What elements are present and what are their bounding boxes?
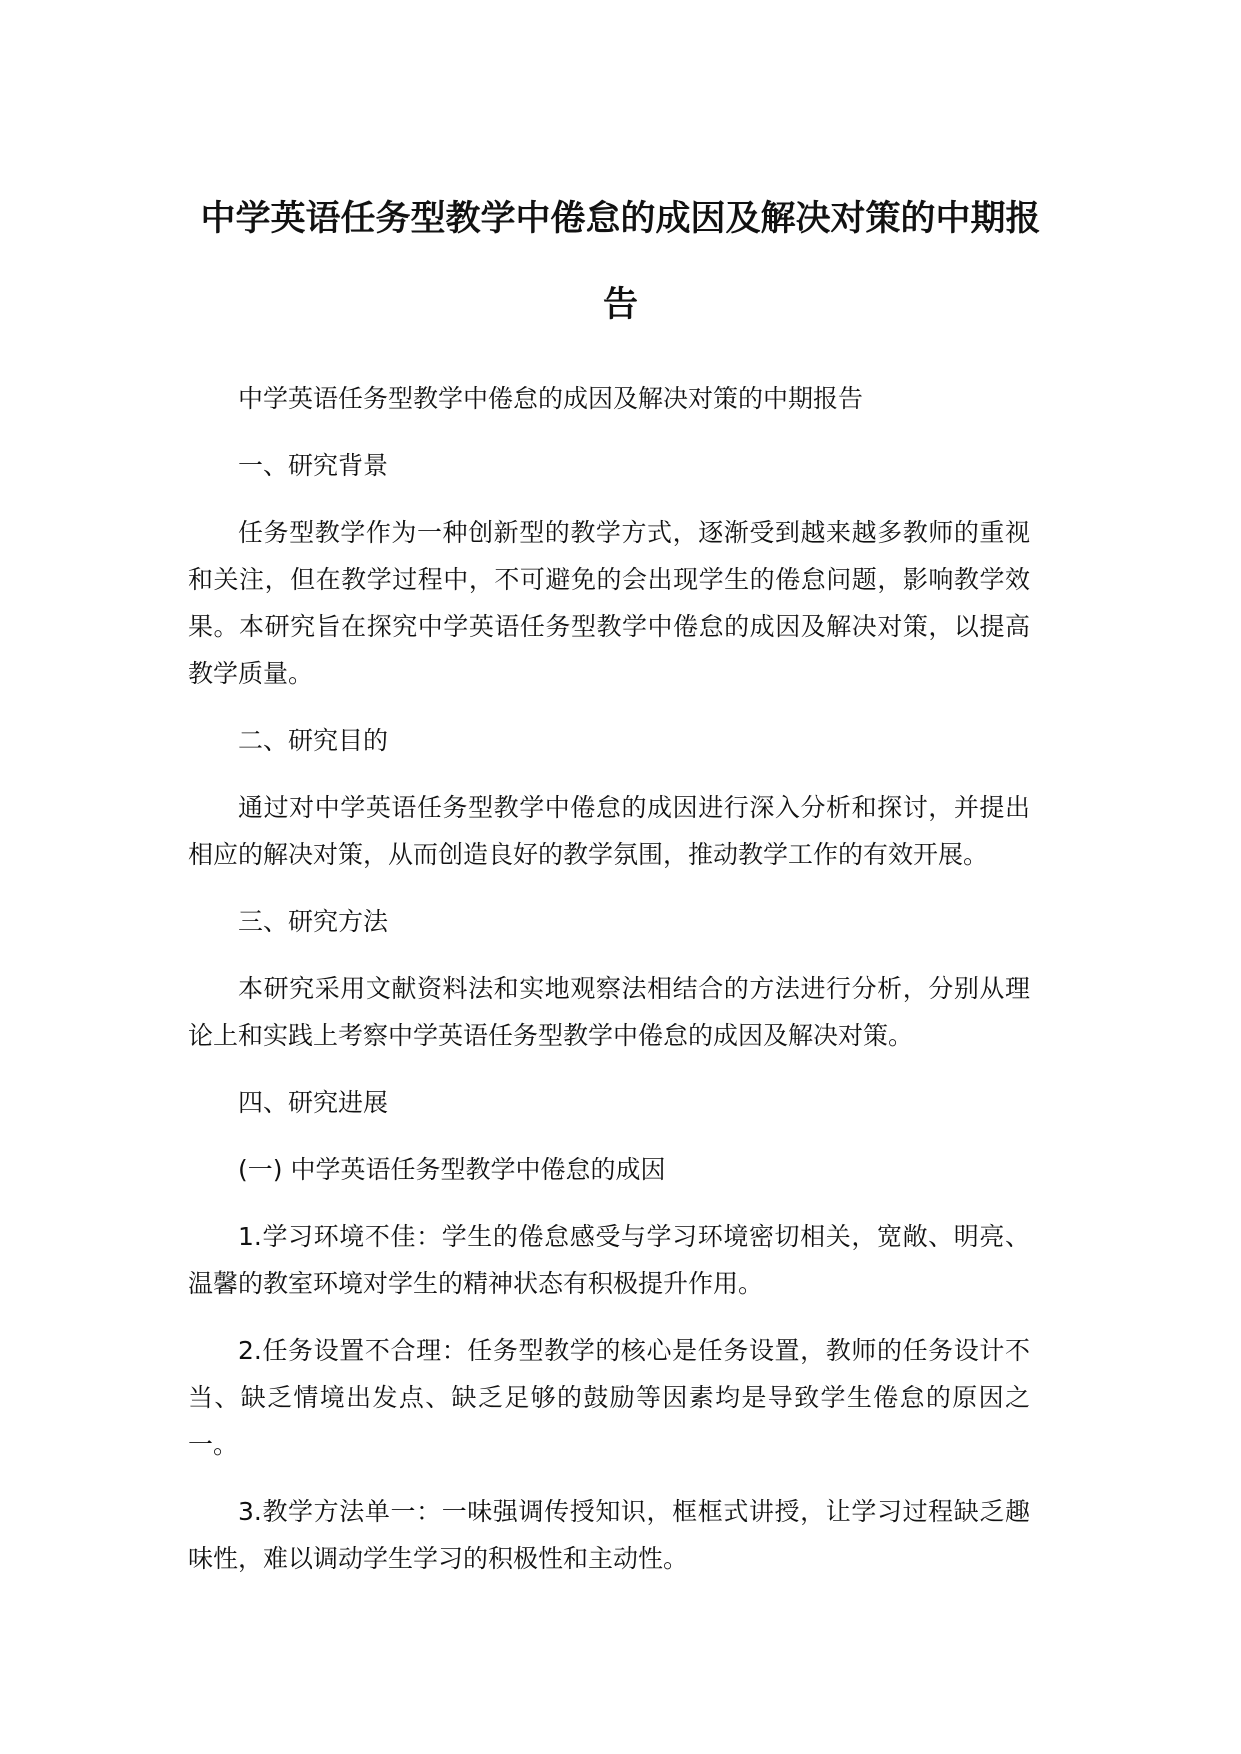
- paragraph-research-purpose: 通过对中学英语任务型教学中倦怠的成因进行深入分析和探讨，并提出相应的解决对策，从而创造良好的教学氛围，推动教学工作的有效开展。: [188, 793, 1030, 869]
- paragraph-research-method: 本研究采用文献资料法和实地观察法相结合的方法进行分析，分别从理论上和实践上考察中学英语任务型教学中倦怠的成因及解决对策。: [188, 974, 1030, 1050]
- heading-research-background: 一、研究背景: [238, 451, 389, 480]
- heading-research-method: 三、研究方法: [238, 907, 389, 936]
- document-title: 中学英语任务型教学中倦怠的成因及解决对策的中期报告: [200, 199, 1041, 325]
- paragraph-repeated-title: 中学英语任务型教学中倦怠的成因及解决对策的中期报告: [238, 384, 864, 413]
- list-item-cause-3: 3.教学方法单一：一味强调传授知识，框框式讲授，让学习过程缺乏趣味性，难以调动学生学习的积极性和主动性。: [188, 1497, 1030, 1573]
- list-item-cause-2: 2.任务设置不合理：任务型教学的核心是任务设置，教师的任务设计不当、缺乏情境出发点、缺乏足够的鼓励等因素均是导致学生倦怠的原因之一。: [188, 1336, 1030, 1459]
- heading-research-purpose: 二、研究目的: [238, 726, 389, 755]
- subheading-causes: (一) 中学英语任务型教学中倦怠的成因: [238, 1155, 666, 1184]
- heading-research-progress: 四、研究进展: [238, 1088, 389, 1117]
- document-body: [188, 375, 1030, 1602]
- list-item-cause-1: 1.学习环境不佳：学生的倦怠感受与学习环境密切相关，宽敞、明亮、温馨的教室环境对学生的精神状态有积极提升作用。: [188, 1222, 1030, 1298]
- paragraph-research-background: 任务型教学作为一种创新型的教学方式，逐渐受到越来越多教师的重视和关注，但在教学过程中，不可避免的会出现学生的倦怠问题，影响教学效果。本研究旨在探究中学英语任务型教学中倦怠的成因及解决对策，以提高教学质量。: [188, 518, 1030, 688]
